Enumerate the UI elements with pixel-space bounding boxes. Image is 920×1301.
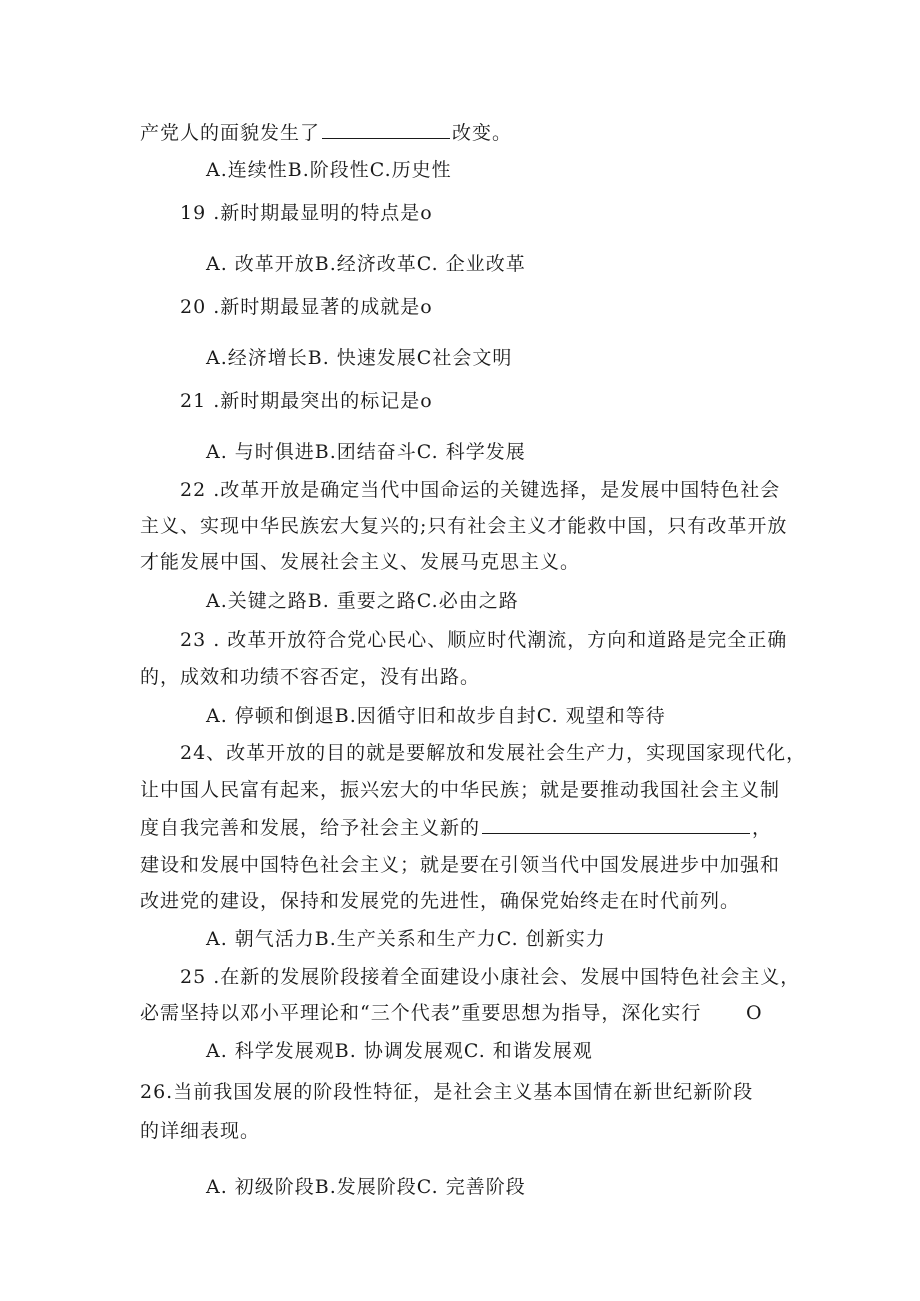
q22-stem-line1: 22 .改革开放是确定当代中国命运的关键选择，是发展中国特色社会 — [180, 479, 781, 501]
q24-stem-line3 — [140, 815, 772, 840]
q22-stem-line2: 主义、实现中华民族宏大复兴的;只有社会主义才能救中国，只有改革开放 — [140, 515, 788, 537]
q26-stem-line2: 的详细表现。 — [140, 1120, 261, 1142]
q22-options: A.关键之路B. 重要之路C.必由之路 — [206, 590, 519, 612]
q25-stem-line1: 25 .在新的发展阶段接着全面建设小康社会、发展中国特色社会主义， — [180, 966, 801, 988]
q18-answer-blank — [322, 120, 450, 139]
q23-stem-line1: 23 . 改革开放符合党心民心、顺应时代潮流，方向和道路是完全正确 — [180, 629, 788, 651]
q23-stem-line2: 的，成效和功绩不容否定，没有出路。 — [140, 666, 481, 688]
q24-stem-line5: 改进党的建设，保持和发展党的先进性，确保党始终走在时代前列。 — [140, 890, 741, 912]
q21-options: A. 与时俱进B.团结奋斗C. 科学发展 — [206, 441, 526, 463]
q24-stem-line4: 建设和发展中国特色社会主义；就是要在引领当代中国发展进步中加强和 — [140, 854, 781, 876]
q24-stem-line3-text: 度自我完善和发展，给予社会主义新的 — [140, 817, 481, 839]
q18-stem-tail — [140, 120, 512, 145]
q26-stem-line1: 26.当前我国发展的阶段性特征，是社会主义基本国情在新世纪新阶段 — [140, 1081, 754, 1103]
q22-stem-line3: 才能发展中国、发展社会主义、发展马克思主义。 — [140, 551, 581, 573]
q25-options: A. 科学发展观B. 协调发展观C. 和谐发展观 — [206, 1040, 593, 1062]
q18-options: A.连续性B.阶段性C.历史性 — [206, 159, 452, 181]
q20-stem: 20 .新时期最显著的成就是o — [180, 296, 433, 318]
q24-stem-line1: 24、改革开放的目的就是要解放和发展社会生产力，实现国家现代化， — [180, 742, 807, 764]
q21-stem: 21 .新时期最突出的标记是o — [180, 390, 433, 412]
q23-options: A. 停顿和倒退B.因循守旧和故步自封C. 观望和等待 — [206, 705, 666, 727]
q25-stem-line2: 必需坚持以邓小平理论和“三个代表”重要思想为指导，深化实行 — [140, 1002, 702, 1024]
q19-options: A. 改革开放B.经济改革C. 企业改革 — [206, 253, 526, 275]
q19-stem: 19 .新时期最显明的特点是o — [180, 202, 433, 224]
q24-stem-line2: 让中国人民富有起来，振兴宏大的中华民族；就是要推动我国社会主义制 — [140, 779, 781, 801]
q24-answer-blank — [482, 815, 750, 834]
q26-options: A. 初级阶段B.发展阶段C. 完善阶段 — [206, 1176, 526, 1198]
q20-options: A.经济增长B. 快速发展C社会文明 — [206, 347, 513, 369]
q25-stem-line2-end: O — [746, 1002, 763, 1024]
q18-stem-text-end: 改变。 — [452, 122, 513, 144]
q18-stem-text: 产党人的面貌发生了 — [140, 122, 321, 144]
q24-options: A. 朝气活力B.生产关系和生产力C. 创新实力 — [206, 928, 606, 950]
q24-stem-line3-end: ， — [752, 817, 773, 839]
